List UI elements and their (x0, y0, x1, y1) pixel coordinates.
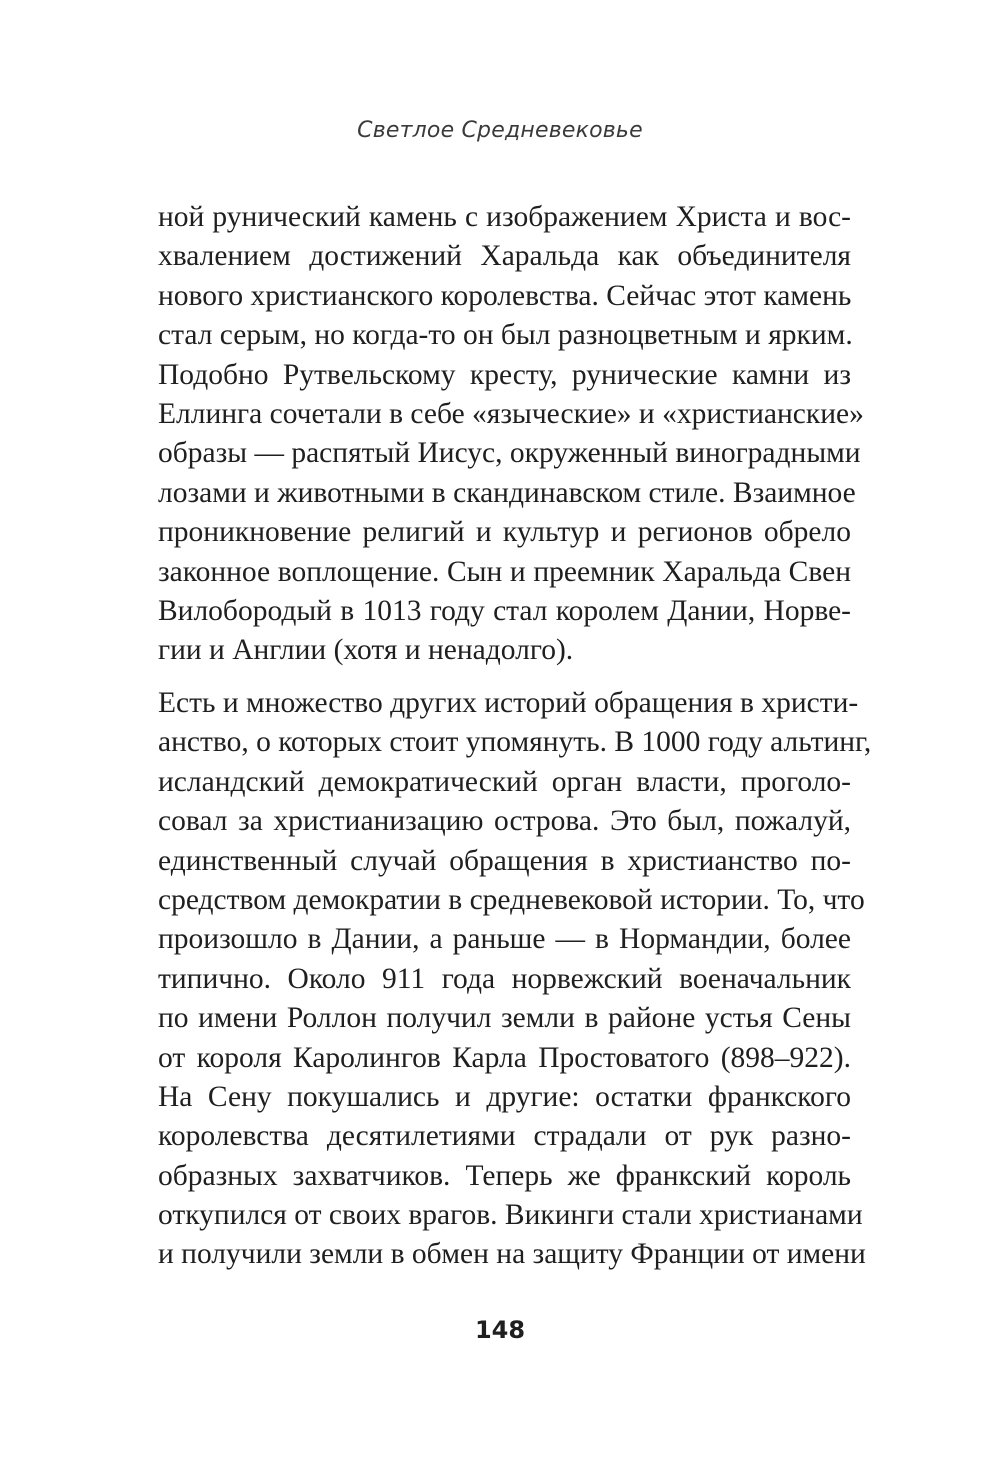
text-line: хвалением достижений Харальда как объединителя (158, 240, 851, 273)
text-line: лозами и животными в скандинавском стиле. Взаимное (158, 476, 856, 509)
text-line: типично. Около 911 года норвежский военачальник (158, 962, 851, 995)
text-line: На Сену покушались и другие: остатки франкского (158, 1080, 851, 1113)
text-line: произошло в Дании, а раньше — в Нормандии, более (158, 923, 851, 956)
text-line: анство, о которых стоит упомянуть. В 1000 году альтинг, (158, 726, 872, 759)
text-line: Есть и множество других историй обращения в христи- (158, 687, 859, 719)
paragraph-1 (158, 198, 864, 671)
text-line: гии и Англии (хотя и ненадолго). (158, 634, 574, 667)
text-line: Еллинга сочетали в себе «языческие» и «христианские» (158, 397, 864, 430)
text-line: единственный случай обращения в христианство по- (158, 844, 851, 877)
text-line: королевства десятилетиями страдали от рук разно- (158, 1120, 851, 1153)
text-line: стал серым, но когда-то он был разноцветным и ярким. (158, 319, 853, 352)
text-line: от короля Каролингов Карла Простоватого (898–922). (158, 1041, 851, 1074)
text-line: откупился от своих врагов. Викинги стали христианами (158, 1199, 863, 1232)
text-line: исландский демократический орган власти, проголо- (158, 765, 851, 798)
running-head: Светлое Средневековье (357, 118, 643, 143)
text-line: проникновение религий и культур и регионов обрело (158, 516, 851, 549)
page-number: 148 (474, 1316, 526, 1344)
text-line: образы — распятый Иисус, окруженный виноградными (158, 437, 861, 470)
text-line: законное воплощение. Сын и преемник Харальда Свен (158, 555, 851, 588)
text-line: Подобно Рутвельскому кресту, рунические камни из (158, 358, 851, 391)
text-line: по имени Роллон получил земли в районе устья Сены (158, 1002, 851, 1035)
text-line: и получили земли в обмен на защиту Франции от имени (158, 1238, 866, 1271)
text-line: Вилобородый в 1013 году стал королем Дании, Норве- (158, 594, 851, 627)
text-line: нового христианского королевства. Сейчас этот камень (158, 279, 852, 312)
text-line: ной рунический камень с изображением Христа и вос- (158, 201, 851, 233)
text-line: средством демократии в средневековой истории. То, что (158, 883, 865, 916)
text-line: образных захватчиков. Теперь же франкский король (158, 1159, 851, 1192)
paragraph-2 (158, 684, 872, 1275)
text-line: совал за христианизацию острова. Это был, пожалуй, (158, 805, 851, 838)
